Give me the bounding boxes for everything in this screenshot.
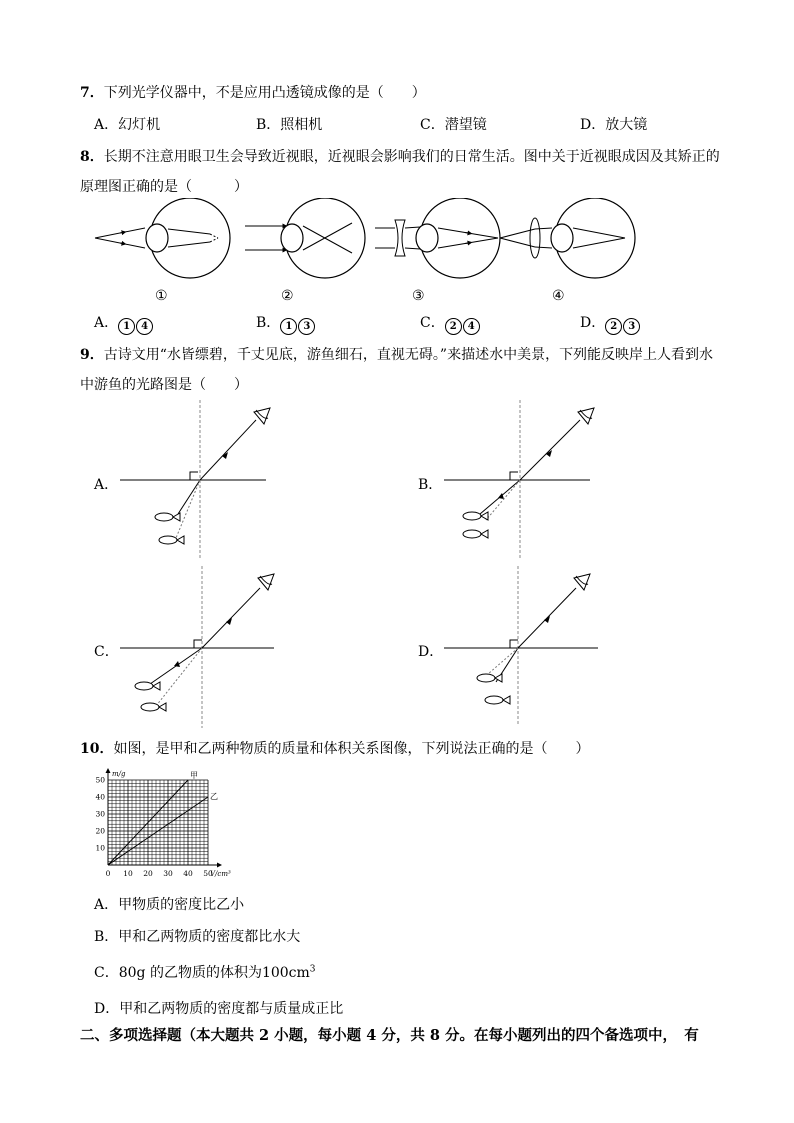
x-tick-label: 10 — [123, 869, 133, 878]
series-label-1: 甲 — [190, 771, 198, 780]
eye-diagram-1 — [95, 198, 230, 304]
y-axis-arrow — [106, 768, 111, 773]
question-9-number: 9． — [80, 347, 104, 363]
question-8-stem — [80, 146, 720, 166]
question-10-text: 如图，是甲和乙两种物质的质量和体积关系图像，下列说法正确的是（ ） — [113, 741, 590, 757]
q10-option-d[interactable]: D．甲和乙两物质的密度都与质量成正比 — [94, 1001, 344, 1017]
q10-option-b[interactable]: B．甲和乙两物质的密度都比水大 — [94, 929, 301, 945]
y-tick-label: 10 — [95, 843, 105, 853]
q9-diagram-c[interactable] — [118, 566, 278, 728]
question-7-text: 下列光学仪器中，不是应用凸透镜成像的是（ ） — [103, 85, 426, 101]
q7-option-a[interactable]: A．幻灯机 — [94, 117, 161, 133]
q9-option-c-label[interactable]: C． — [94, 644, 119, 660]
fish-icon — [485, 696, 510, 704]
fish-icon — [477, 674, 502, 682]
eye-icon — [574, 574, 590, 590]
question-9-text-line1: 古诗文用“水皆缥碧，千丈见底，游鱼细石，直视无碍。”来描述水中美景，下列能反映岸上人看到水 — [103, 347, 714, 363]
question-9-stem — [80, 344, 713, 364]
question-8-text-line2: 原理图正确的是（ ） — [80, 179, 248, 195]
q9-option-d-label[interactable]: D． — [418, 644, 444, 660]
q9-option-b-label[interactable]: B． — [418, 477, 443, 493]
x-tick-label: 40 — [183, 869, 193, 878]
fish-icon — [463, 512, 488, 520]
x-axis-label: V/cm³ — [210, 870, 231, 878]
q10-option-c[interactable]: C．80g 的乙物质的体积为$100cm^3$ — [94, 964, 316, 981]
fish-icon — [159, 536, 184, 544]
question-7-stem — [80, 82, 426, 102]
eye-diagram-3-label: ③ — [412, 288, 425, 304]
mass-volume-chart — [88, 766, 248, 880]
q8-option-d[interactable]: D． 2 3 — [580, 312, 641, 335]
eye-icon — [258, 574, 274, 590]
q8-option-b[interactable]: B． 1 3 — [256, 312, 316, 335]
question-10-stem — [80, 738, 589, 758]
q10-option-a[interactable]: A．甲物质的密度比乙小 — [94, 897, 245, 913]
q9-diagram-d[interactable] — [442, 566, 602, 726]
fish-icon — [135, 682, 160, 690]
eye-icon — [578, 408, 594, 424]
eye-icon — [254, 408, 270, 424]
q9-diagram-a[interactable] — [118, 400, 278, 560]
x-tick-label: 30 — [163, 869, 173, 878]
q9-diagram-b[interactable] — [442, 400, 602, 560]
question-8-number: 8． — [80, 149, 104, 165]
eye-diagram-4-label: ④ — [552, 288, 565, 304]
q8-eye-diagrams — [90, 198, 650, 310]
eye-diagram-3 — [375, 198, 500, 304]
x-axis-arrow — [217, 863, 222, 868]
question-10-number: 10． — [80, 741, 114, 757]
fish-icon — [155, 513, 180, 521]
eye-diagram-1-label: ① — [155, 288, 168, 304]
eye-diagram-2-label: ② — [281, 288, 294, 304]
x-tick-label: 0 — [105, 869, 111, 878]
question-8-text-line1: 长期不注意用眼卫生会导致近视眼，近视眼会影响我们的日常生活。图中关于近视眼成因及其矫正的 — [103, 149, 720, 165]
y-tick-label: 30 — [95, 809, 105, 819]
q8-option-a[interactable]: A． 1 4 — [94, 312, 154, 335]
x-tick-label: 50 — [203, 869, 213, 878]
q8-option-c[interactable]: C． 2 4 — [420, 312, 481, 335]
q7-option-b[interactable]: B．照相机 — [256, 117, 323, 133]
section-2-heading: 二、多项选择题（本大题共 2 小题，每小题 4 分，共 8 分。在每小题列出的四个备选项中， 有 — [80, 1027, 699, 1044]
series-label-2: 乙 — [210, 792, 218, 801]
q9-option-a-label[interactable]: A． — [94, 477, 119, 493]
eye-diagram-2 — [245, 198, 365, 304]
eye-diagram-4 — [500, 198, 635, 304]
y-tick-label: 50 — [95, 775, 105, 785]
x-tick-label: 20 — [143, 869, 153, 878]
y-tick-label: 20 — [95, 826, 105, 836]
question-7-number: 7． — [80, 85, 104, 101]
q7-option-d[interactable]: D．放大镜 — [580, 117, 648, 133]
question-9-text-line2: 中游鱼的光路图是（ ） — [80, 377, 248, 393]
fish-icon — [141, 703, 166, 711]
y-axis-label: m/g — [112, 770, 126, 778]
fish-icon — [463, 530, 488, 538]
y-tick-label: 40 — [95, 792, 105, 802]
q7-option-c[interactable]: C．潜望镜 — [420, 117, 487, 133]
